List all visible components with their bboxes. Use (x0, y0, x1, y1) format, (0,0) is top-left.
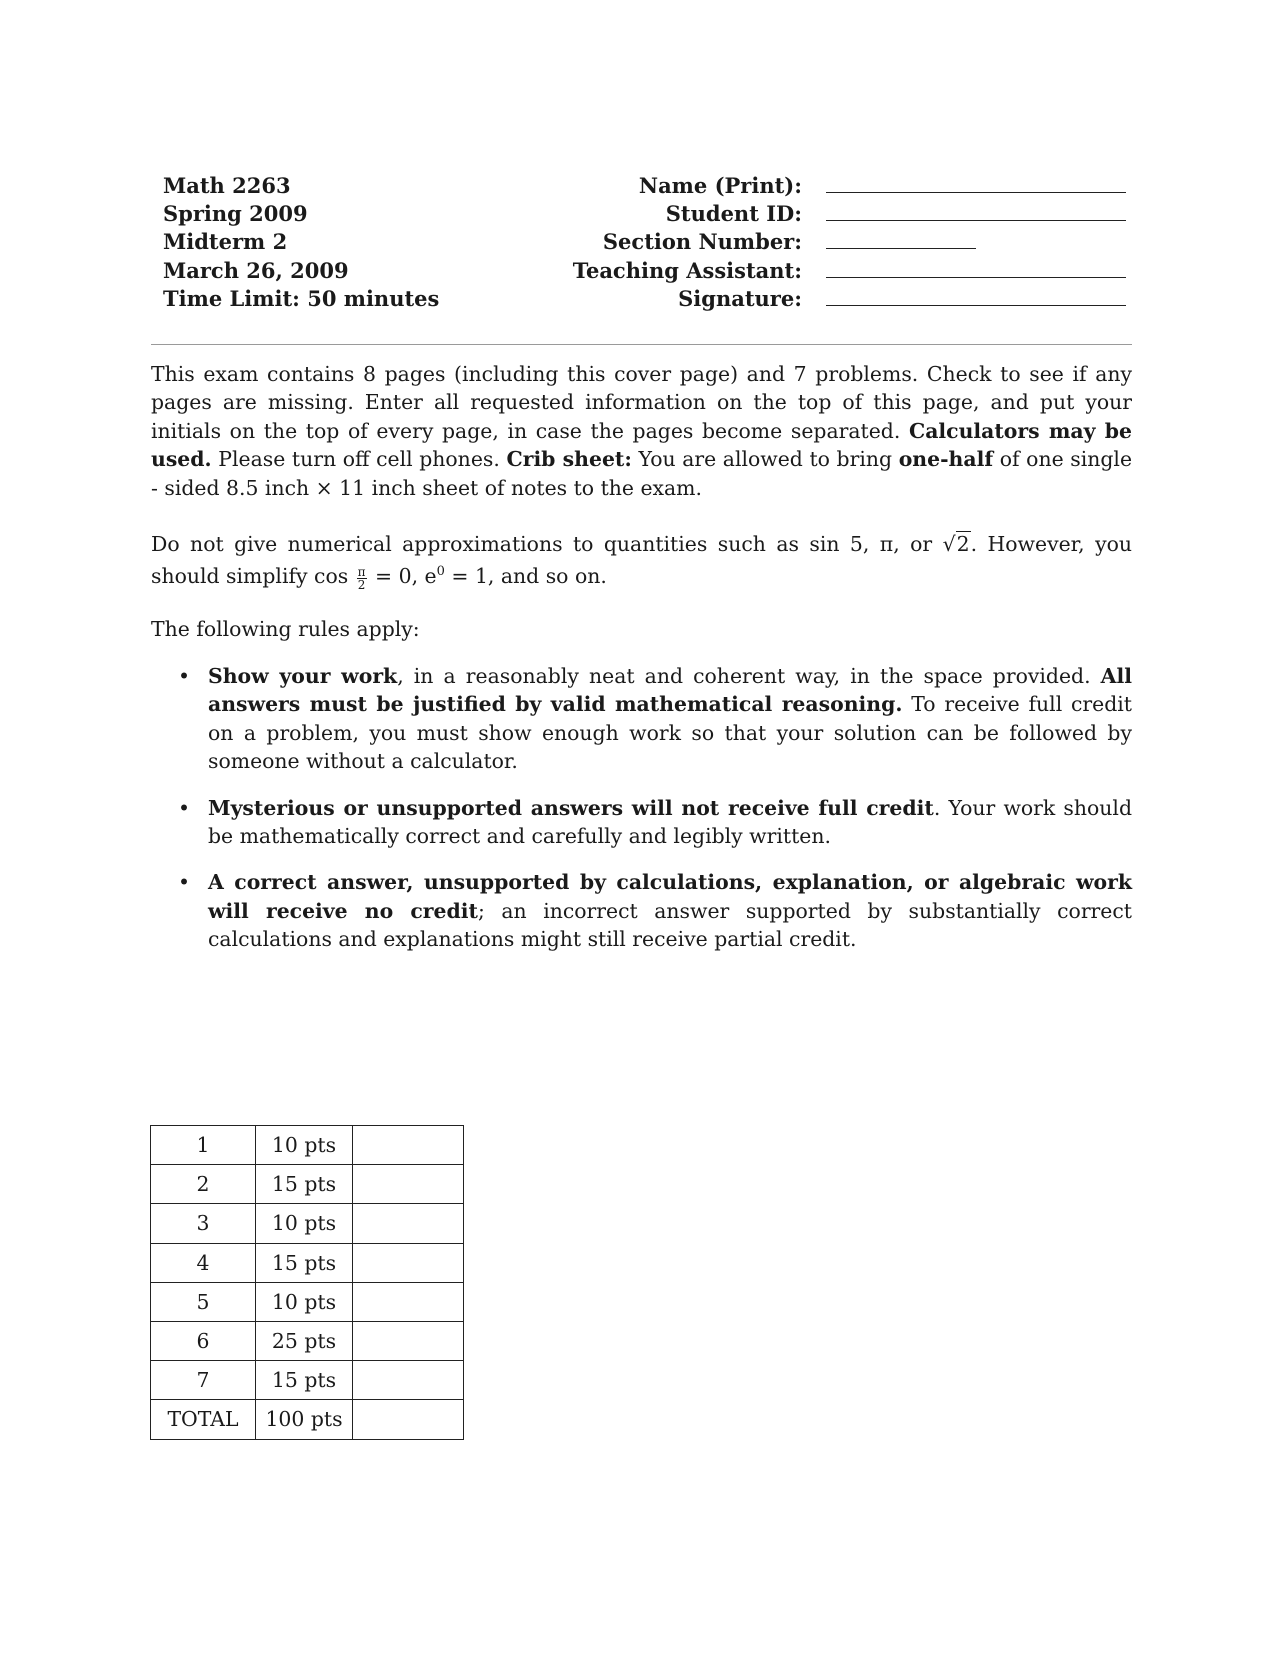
name-field (520, 172, 1132, 200)
exam-date: March 26, 2009 (163, 257, 349, 283)
points-possible: 10 pts (256, 1126, 353, 1165)
total-label: TOTAL (151, 1400, 256, 1439)
problem-number: 4 (151, 1243, 256, 1282)
teaching-assistant-blank-line (826, 277, 1126, 278)
section-number-blank-line (826, 248, 976, 249)
points-possible: 25 pts (256, 1321, 353, 1360)
rule-mysterious-answers (178, 794, 1132, 851)
table-row (151, 1282, 464, 1321)
points-possible: 15 pts (256, 1165, 353, 1204)
score-cell (353, 1282, 464, 1321)
bullet-icon: • (178, 870, 191, 895)
student-info-fields (520, 172, 1132, 313)
rules-list (178, 662, 1132, 972)
points-possible: 10 pts (256, 1204, 353, 1243)
approx-text-1: Do not give numerical approximations to quantities such as sin 5, π, or (151, 532, 933, 556)
rule-show-work (178, 662, 1132, 776)
pi-over-2-fraction (357, 566, 367, 591)
table-row (151, 1243, 464, 1282)
rule-correct-answer (178, 868, 1132, 953)
points-possible: 15 pts (256, 1361, 353, 1400)
header-divider (151, 344, 1132, 345)
score-cell (353, 1165, 464, 1204)
course-info (163, 172, 439, 313)
signature-field-label: Signature: (678, 285, 802, 311)
time-limit: Time Limit: 50 minutes (163, 285, 440, 311)
table-row (151, 1165, 464, 1204)
section-number-field (520, 228, 1132, 256)
table-row-total (151, 1400, 464, 1439)
table-row (151, 1126, 464, 1165)
intro-text-1: This exam contains 8 pages (including this cover page) and 7 problems. Check to see if any pages are missing. Enter all requested information on the top of this page, and put your initials on the top of every page, in case the pages become separated. (151, 362, 1132, 443)
score-cell (353, 1126, 464, 1165)
approximation-paragraph (151, 530, 1132, 591)
rule-1-text-2: To receive full credit on a problem, you must show enough work so that your solution can be followed by someone without a calculator. (208, 692, 1133, 774)
problem-number: 1 (151, 1126, 256, 1165)
intro-text-2: Please turn off cell phones. (218, 447, 500, 472)
rule-2-text: . Your work should be mathematically correct and carefully and legibly written. (208, 795, 1133, 849)
crib-sheet-label: Crib sheet: (506, 447, 632, 472)
rules-intro: The following rules apply: (151, 617, 420, 641)
rule-3-bold: A correct answer, unsupported by calculations, explanation, or algebraic work will receive no credit (208, 870, 1132, 923)
score-table (150, 1125, 464, 1440)
intro-paragraph (151, 360, 1132, 502)
score-cell (353, 1243, 464, 1282)
problem-number: 2 (151, 1165, 256, 1204)
name-field-label: Name (Print): (638, 173, 802, 198)
rule-1-bold-1: Show your work (208, 664, 398, 688)
teaching-assistant-field-label: Teaching Assistant: (572, 257, 802, 283)
problem-number: 5 (151, 1282, 256, 1321)
course-name: Math 2263 (163, 173, 291, 198)
approx-text-3: = 0, e (375, 564, 437, 589)
bullet-icon: • (178, 795, 191, 820)
signature-blank-line (826, 305, 1126, 306)
exponent: 0 (436, 564, 445, 580)
sqrt-argument: 2 (956, 532, 970, 556)
approx-text-4: = 1, and so on. (451, 564, 607, 589)
table-row (151, 1321, 464, 1360)
calculators-note: Calculators may be used. (151, 418, 1132, 472)
section-number-field-label: Section Number: (602, 229, 802, 255)
name-blank-line (826, 192, 1126, 193)
approx-text-2: . However, you should simplify cos (151, 532, 1133, 589)
total-points: 100 pts (256, 1400, 353, 1439)
intro-text-3: You are allowed to bring (638, 447, 893, 472)
table-row (151, 1361, 464, 1400)
score-cell (353, 1204, 464, 1243)
problem-number: 3 (151, 1204, 256, 1243)
bullet-icon: • (178, 664, 191, 688)
score-cell (353, 1361, 464, 1400)
points-possible: 15 pts (256, 1243, 353, 1282)
score-cell (353, 1321, 464, 1360)
problem-number: 6 (151, 1321, 256, 1360)
signature-field (520, 285, 1132, 313)
fraction-numerator: π (357, 564, 366, 579)
sqrt-expression: √2 (942, 532, 970, 556)
teaching-assistant-field (520, 257, 1132, 285)
student-id-blank-line (826, 220, 1126, 221)
rule-3-text: ; an incorrect answer supported by substantially correct calculations and explanations might still receive partial credit. (208, 898, 1132, 952)
rule-1-text-1: , in a reasonably neat and coherent way, in the space provided. (397, 664, 1091, 688)
points-possible: 10 pts (256, 1282, 353, 1321)
total-score-cell (353, 1400, 464, 1439)
student-id-field (520, 200, 1132, 228)
student-id-field-label: Student ID: (665, 201, 802, 227)
exam-name: Midterm 2 (163, 229, 288, 255)
term: Spring 2009 (163, 201, 308, 227)
fraction-denominator: 2 (357, 577, 366, 592)
table-row (151, 1204, 464, 1243)
rule-2-bold: Mysterious or unsupported answers will not receive full credit (208, 795, 934, 820)
one-half-label: one-half (898, 447, 994, 472)
rule-1-bold-2: All answers must be justified by valid mathematical reasoning. (208, 664, 1132, 717)
problem-number: 7 (151, 1361, 256, 1400)
intro-text-4: of one single - sided 8.5 inch × 11 inch sheet of notes to the exam. (151, 447, 1133, 500)
